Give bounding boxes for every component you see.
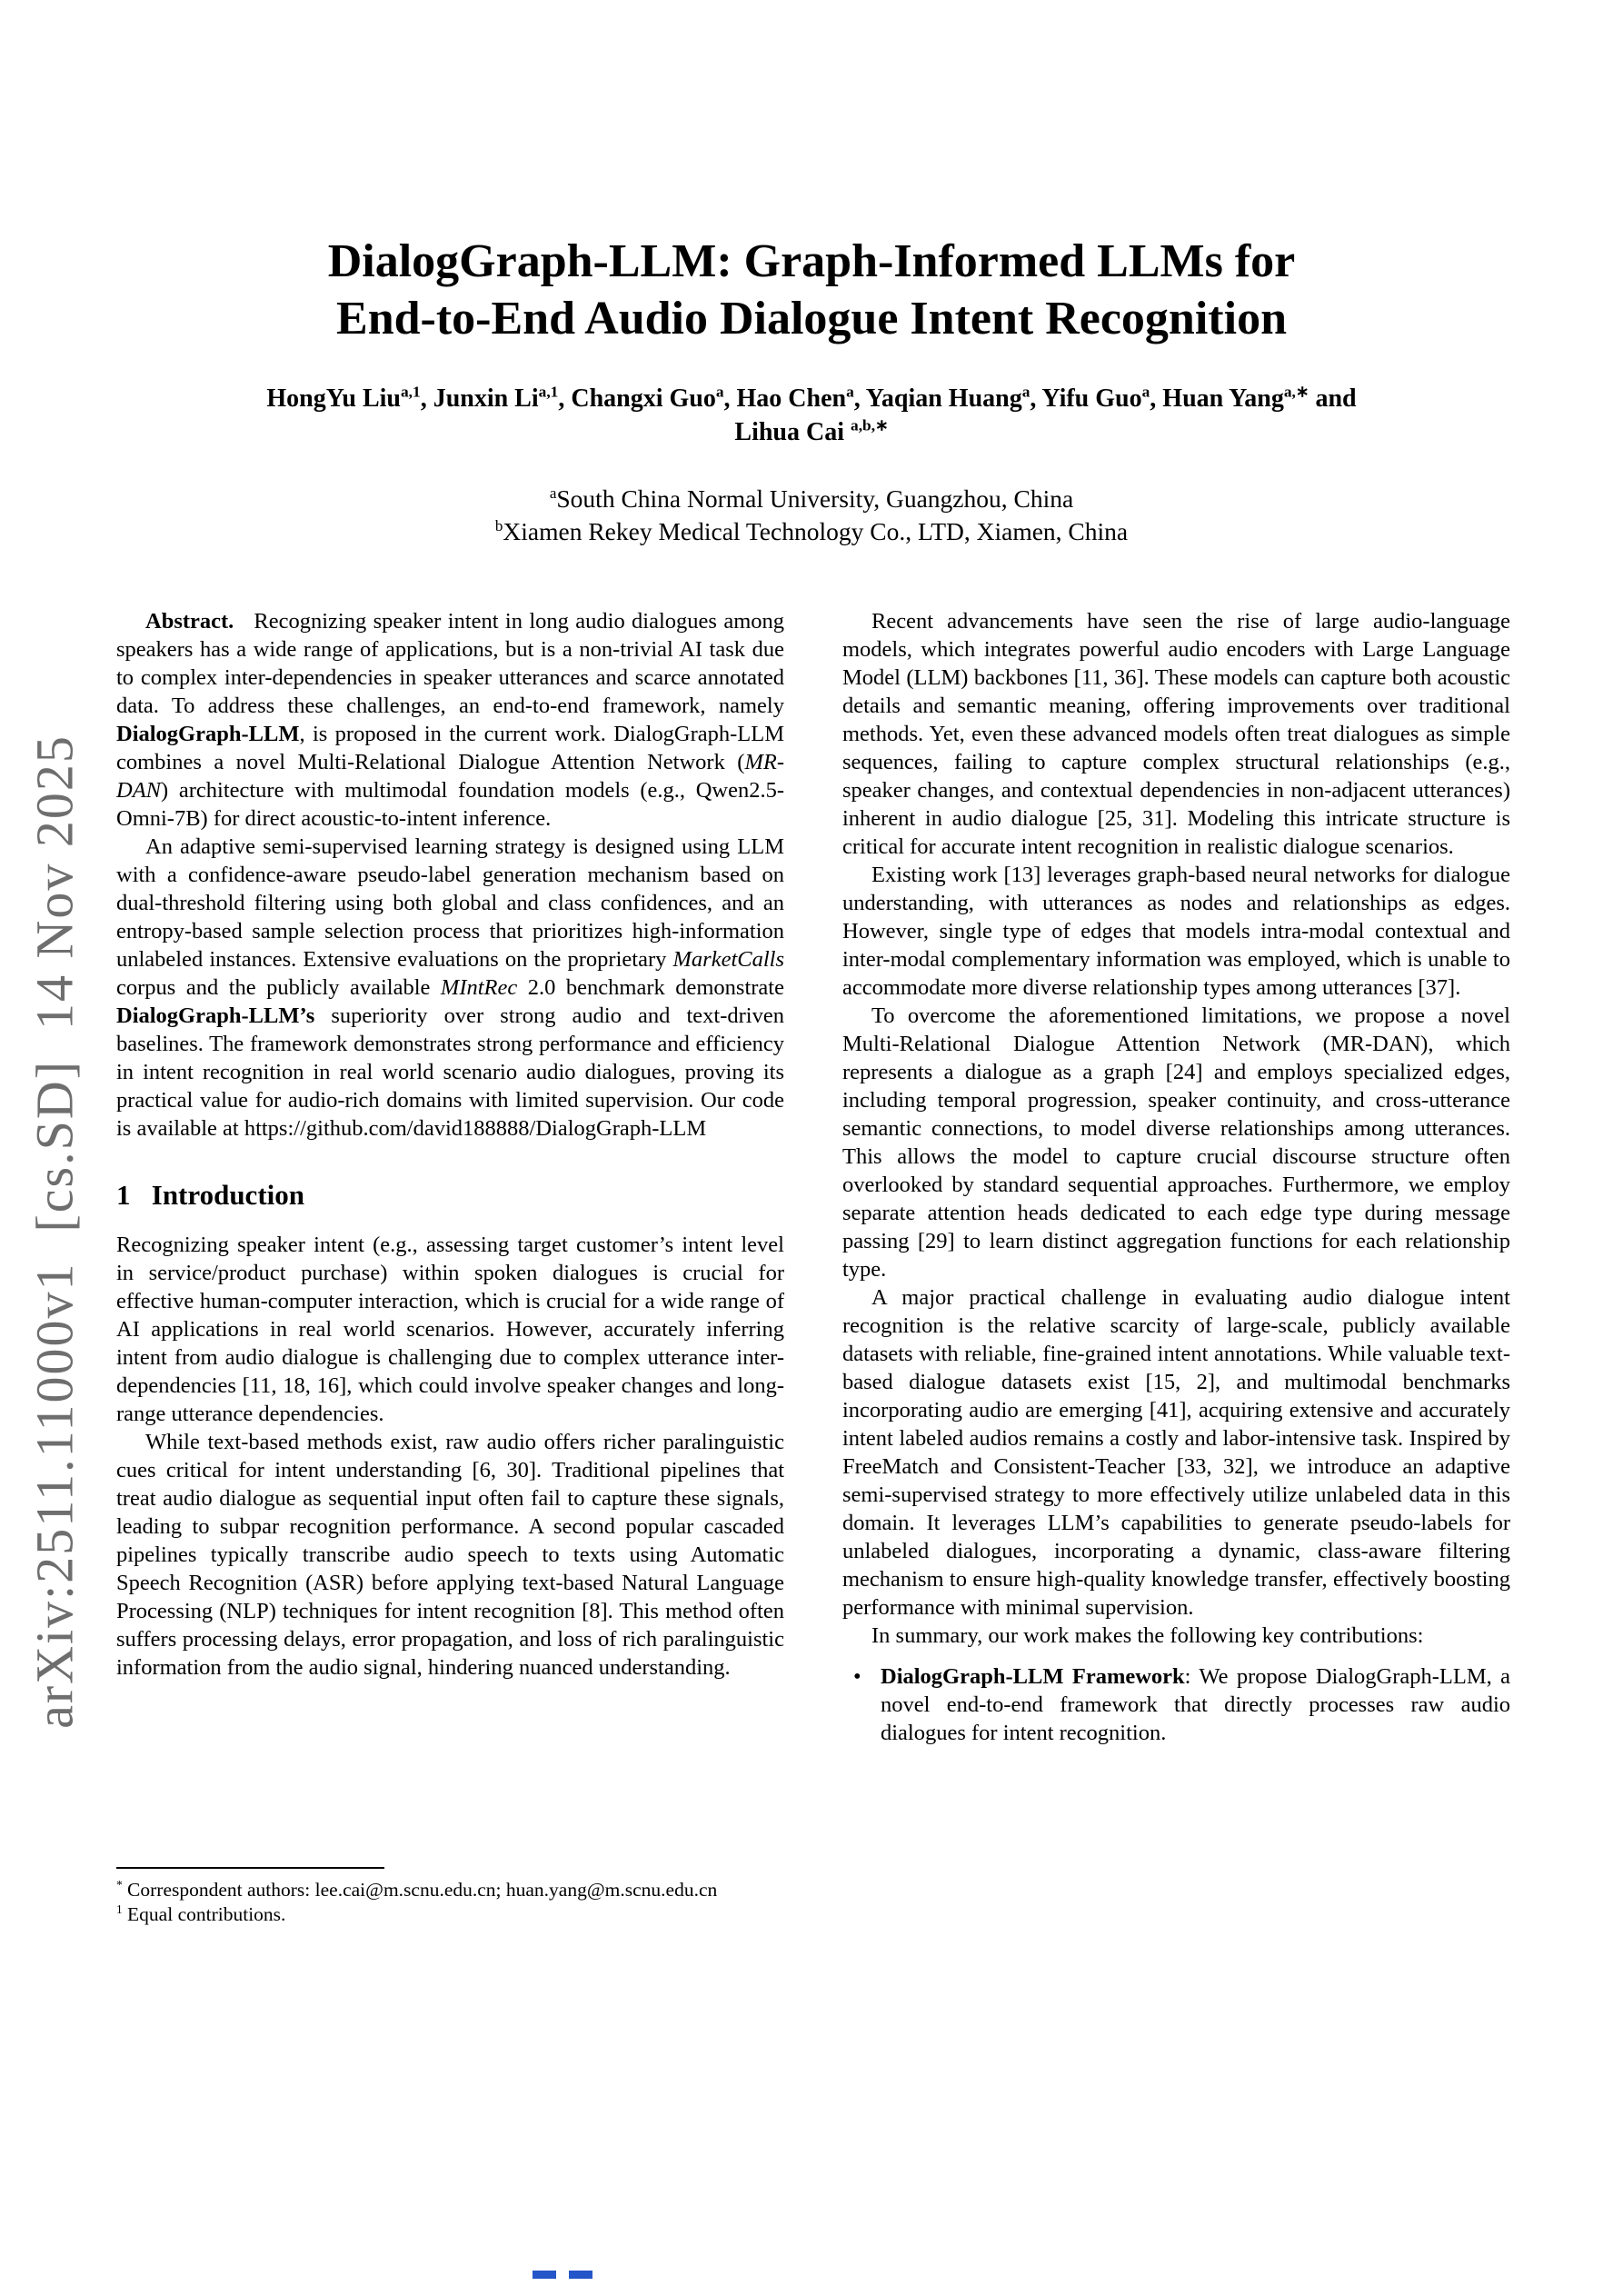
authors-line-1: HongYu Liu$^{a,1}$, Junxin Li$^{a,1}$, Changxi Guo$^a$, Hao Chen$^a$, Yaqian Huang$^a$, Yifu Guo$^a$, Huan Yang$^{a,∗}$ and bbox=[266, 383, 1357, 413]
paragraph-audio-language-models: Recent advancements have seen the rise of large audio-language models, which integrates powerful audio encoders with Large Language Model (LLM) backbones [11, 36]. These models can capture both acoustic details and semantic meaning, offering improvements over traditional methods. Yet, even these advanced models often treat dialogues as simple sequences, failing to capture complex structural relationships (e.g., speaker changes, and contextual dependencies in non-adjacent utterances) inherent in audio dialogue [25, 31]. Modeling this intricate structure is critical for accurate intent recognition in realistic dialogue scenarios. bbox=[842, 609, 1510, 859]
affiliation-b: $^b$Xiamen Rekey Medical Technology Co., LTD, Xiamen, China bbox=[494, 516, 1129, 546]
paper-header bbox=[0, 233, 1623, 548]
intro-paragraph-2: While text-based methods exist, raw audio offers richer paralinguistic cues critical for intent understanding [6, 30]. Traditional pipelines that treat audio dialogue as sequential input often fail to capture these signals, leading to subpar recognition performance. A second popular cascaded pipelines typically transcribe audio speech to texts using Automatic Speech Recognition (ASR) before applying text-based Natural Language Processing (NLP) techniques for intent recognition [8]. This method often suffers processing delays, error propagation, and loss of rich paralinguistic information from the audio signal, hindering nuanced understanding. bbox=[116, 1430, 784, 1680]
paper-title bbox=[0, 233, 1623, 348]
title-line-2: End-to-End Audio Dialogue Intent Recognition bbox=[336, 293, 1287, 345]
authors-line-2: Lihua Cai $^{a,b,∗}$ bbox=[734, 416, 889, 446]
contribution-item-framework: • DialogGraph-LLM Framework: We propose DialogGraph-LLM, a novel end-to-end framework that directly processes raw audio dialogues for intent recognition. bbox=[842, 1662, 1510, 1747]
arxiv-sidebar-label: arXiv:2511.11000v1 [cs.SD] 14 Nov 2025 bbox=[25, 734, 85, 1729]
footnote-rule bbox=[116, 1867, 384, 1869]
abstract-paragraph-2: An adaptive semi-supervised learning strategy is designed using LLM with a confidence-aware pseudo-label generation mechanism based on dual-threshold filtering using both global and class confidences, and an entropy-based sample selection process that prioritizes high-information unlabeled instances. Extensive evaluations on the proprietary MarketCalls corpus and the publicly available MIntRec 2.0 benchmark demonstrate DialogGraph-LLM’s superiority over strong audio and text-driven baselines. The framework demonstrates strong performance and efficiency in intent recognition in real world scenario audio dialogues, proving its practical value for audio-rich domains with limited supervision. Our code is available at https://github.com/david188888/DialogGraph-LLM bbox=[116, 834, 784, 1141]
footnote-correspondent-authors: * Correspondent authors: lee.cai@m.scnu.edu.cn; huan.yang@m.scnu.edu.cn bbox=[116, 1877, 718, 1901]
paragraph-graph-networks: Existing work [13] leverages graph-based neural networks for dialogue understanding, with utterances as nodes and relationships as edges. However, single type of edges that models intra-modal contextual and inter-modal complementary information was employed, which is unable to accommodate more diverse relationship types among utterances [37]. bbox=[842, 863, 1510, 1000]
introduction-heading: 1 Introduction bbox=[116, 1179, 304, 1211]
abstract-paragraph-1: Abstract. Recognizing speaker intent in long audio dialogues among speakers has a wide range of applications, but is a non-trivial AI task due to complex inter-dependencies in speaker utterances and scarce annotated data. To address these challenges, an end-to-end framework, namely DialogGraph-LLM, is proposed in the current work. DialogGraph-LLM combines a novel Multi-Relational Dialogue Attention Network (MR-DAN) architecture with multimodal foundation models (e.g., Qwen2.5-Omni-7B) for direct acoustic-to-intent inference. bbox=[116, 609, 784, 831]
footnote-equal-contributions: $^1$ Equal contributions. bbox=[116, 1902, 286, 1925]
title-line-1: DialogGraph-LLM: Graph-Informed LLMs for bbox=[327, 235, 1296, 287]
paragraph-dataset-challenge: A major practical challenge in evaluating audio dialogue intent recognition is the relative scarcity of large-scale, publicly available datasets with reliable, fine-grained intent annotations. While valuable text-based dialogue datasets exist [15, 2], and multimodal benchmarks incorporating audio are emerging [41], acquiring extensive and accurately intent labeled audios remains a costly and labor-intensive task. Inspired by FreeMatch and Consistent-Teacher [33, 32], we introduce an adaptive semi-supervised strategy to more effectively utilize unlabeled data in this domain. It leverages LLM’s capabilities to generate pseudo-labels for unlabeled dialogues, incorporating a dynamic, class-aware filtering mechanism to ensure high-quality knowledge transfer, effectively boosting performance with minimal supervision. bbox=[842, 1285, 1510, 1620]
contributions-list bbox=[842, 1662, 1510, 1747]
right-column bbox=[842, 607, 1510, 1747]
affiliations-block bbox=[0, 483, 1623, 549]
link-fragment-dash-2 bbox=[569, 2271, 592, 2279]
intro-paragraph-1: Recognizing speaker intent (e.g., assessing target customer’s intent level in service/product purchase) within spoken dialogues is crucial for effective human-computer interaction, which is crucial for a wide range of AI applications in real world scenarios. However, accurately inferring intent from audio dialogue is challenging due to complex utterance inter-dependencies [11, 18, 16], which could involve speaker changes and long-range utterance dependencies. bbox=[116, 1233, 784, 1426]
link-fragment-artifact bbox=[533, 2271, 592, 2279]
left-column bbox=[116, 607, 784, 1747]
two-column-body bbox=[116, 607, 1510, 1747]
affiliation-a: $^a$South China Normal University, Guangzhou, China bbox=[549, 484, 1074, 513]
footnote-block bbox=[116, 1867, 785, 1927]
link-fragment-dash-1 bbox=[533, 2271, 556, 2279]
contributions-lead: In summary, our work makes the following key contributions: bbox=[871, 1623, 1424, 1648]
authors-block bbox=[0, 383, 1623, 450]
paragraph-mrdan-proposal: To overcome the aforementioned limitations, we propose a novel Multi-Relational Dialogue Attention Network (MR-DAN), which represents a dialogue as a graph [24] and employs specialized edges, including temporal progression, speaker continuity, and cross-utterance semantic connections, to model diverse relationships among utterances. This allows the model to capture crucial discourse structure often overlooked by standard sequential approaches. Furthermore, we employ separate attention heads dedicated to each edge type during message passing [29] to learn distinct aggregation functions for each relationship type. bbox=[842, 1003, 1510, 1282]
